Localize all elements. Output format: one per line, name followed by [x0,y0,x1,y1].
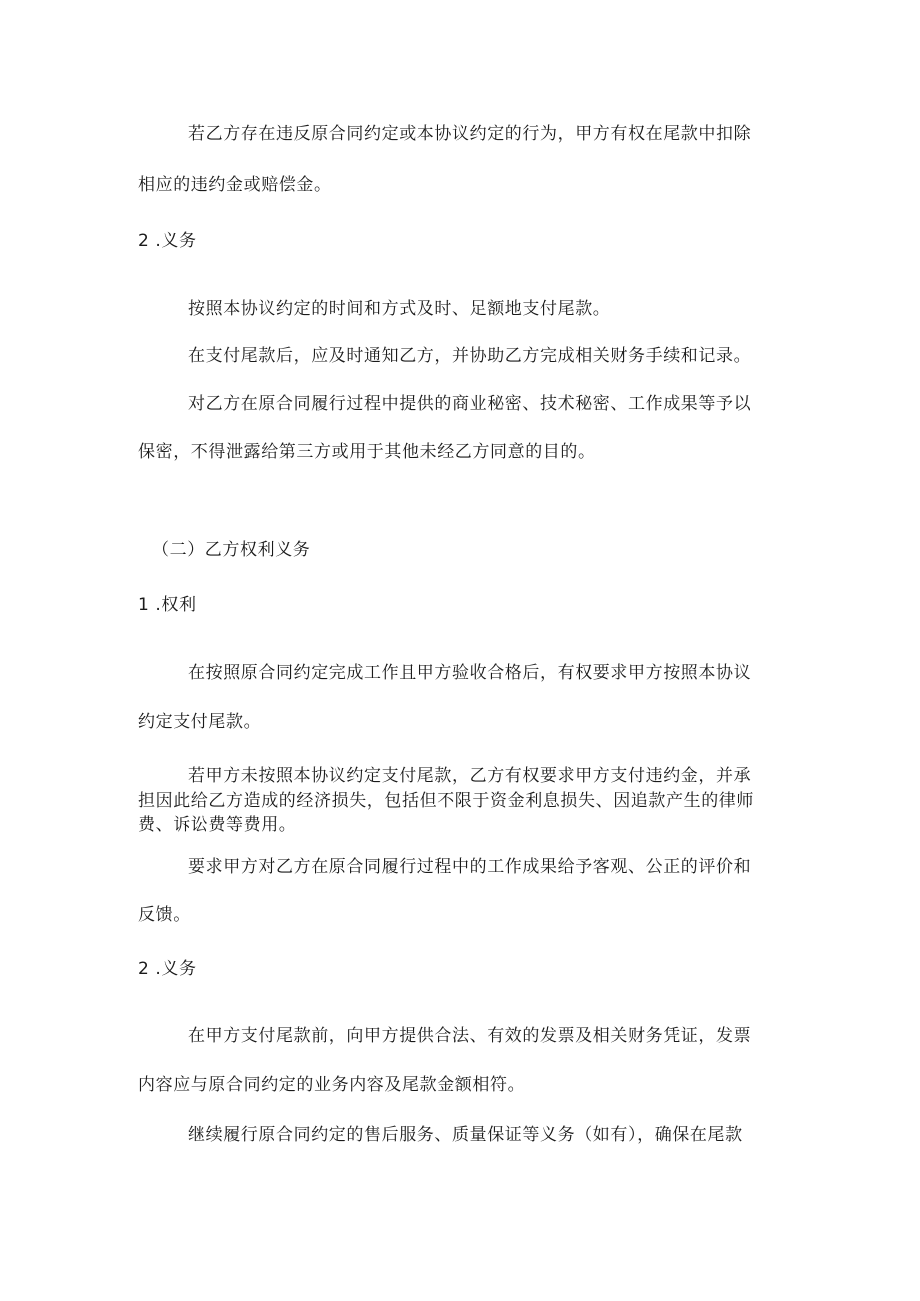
section-heading [138,229,197,253]
text-span: 要求甲方对乙方在原合同履行过程中的工作成果给予客观、公正的评价和 [188,857,752,877]
paragraph-line [188,855,751,879]
text-span: 在甲方支付尾款前，向甲方提供合法、有效的发票及相关财务凭证，发票 [188,1026,752,1046]
text-span: 反馈。 [138,905,191,925]
section-heading [138,593,197,617]
paragraph-line [188,764,751,788]
paragraph-line [138,903,191,927]
paragraph-line [188,392,751,416]
text-span: 若甲方未按照本协议约定支付尾款，乙方有权要求甲方支付违约金，并承 [188,766,752,786]
paragraph-line [188,297,610,321]
paragraph-line [188,344,751,368]
paragraph-line [138,710,261,734]
section-heading [138,957,197,981]
paragraph-line [138,173,332,197]
paragraph-line [138,1073,525,1097]
text-span: 继续履行原合同约定的售后服务、质量保证等义务（如有），确保在尾款 [188,1125,743,1145]
text-span: 1 .权利 [138,595,197,615]
text-span: 费、诉讼费等费用。 [138,815,297,835]
paragraph-line [188,1024,751,1048]
text-span: 若乙方存在违反原合同约定或本协议约定的行为，甲方有权在尾款中扣除 [188,124,752,144]
text-span: 约定支付尾款。 [138,712,262,732]
text-span: （二）乙方权利义务 [152,540,311,560]
paragraph-line [188,122,751,146]
text-span: 按照本协议约定的时间和方式及时、足额地支付尾款。 [188,299,611,319]
text-span: 保密，不得泄露给第三方或用于其他未经乙方同意的目的。 [138,442,596,462]
text-span: 2 .义务 [138,959,197,979]
text-span: 担因此给乙方造成的经济损失，包括但不限于资金利息损失、因追款产生的律师 [138,791,754,811]
paragraph-line [188,1123,743,1147]
text-span: 2 .义务 [138,231,197,251]
text-span: 相应的违约金或赔偿金。 [138,175,332,195]
text-span: 在按照原合同约定完成工作且甲方验收合格后，有权要求甲方按照本协议 [188,663,752,683]
text-span: 内容应与原合同约定的业务内容及尾款金额相符。 [138,1075,526,1095]
text-span: 在支付尾款后，应及时通知乙方，并协助乙方完成相关财务手续和记录。 [188,346,752,366]
paragraph-line [138,789,754,813]
paragraph-line [188,661,751,685]
subsection-heading [152,538,310,562]
text-span: 对乙方在原合同履行过程中提供的商业秘密、技术秘密、工作成果等予以 [188,394,752,414]
paragraph-line [138,813,296,837]
paragraph-line [138,440,596,464]
